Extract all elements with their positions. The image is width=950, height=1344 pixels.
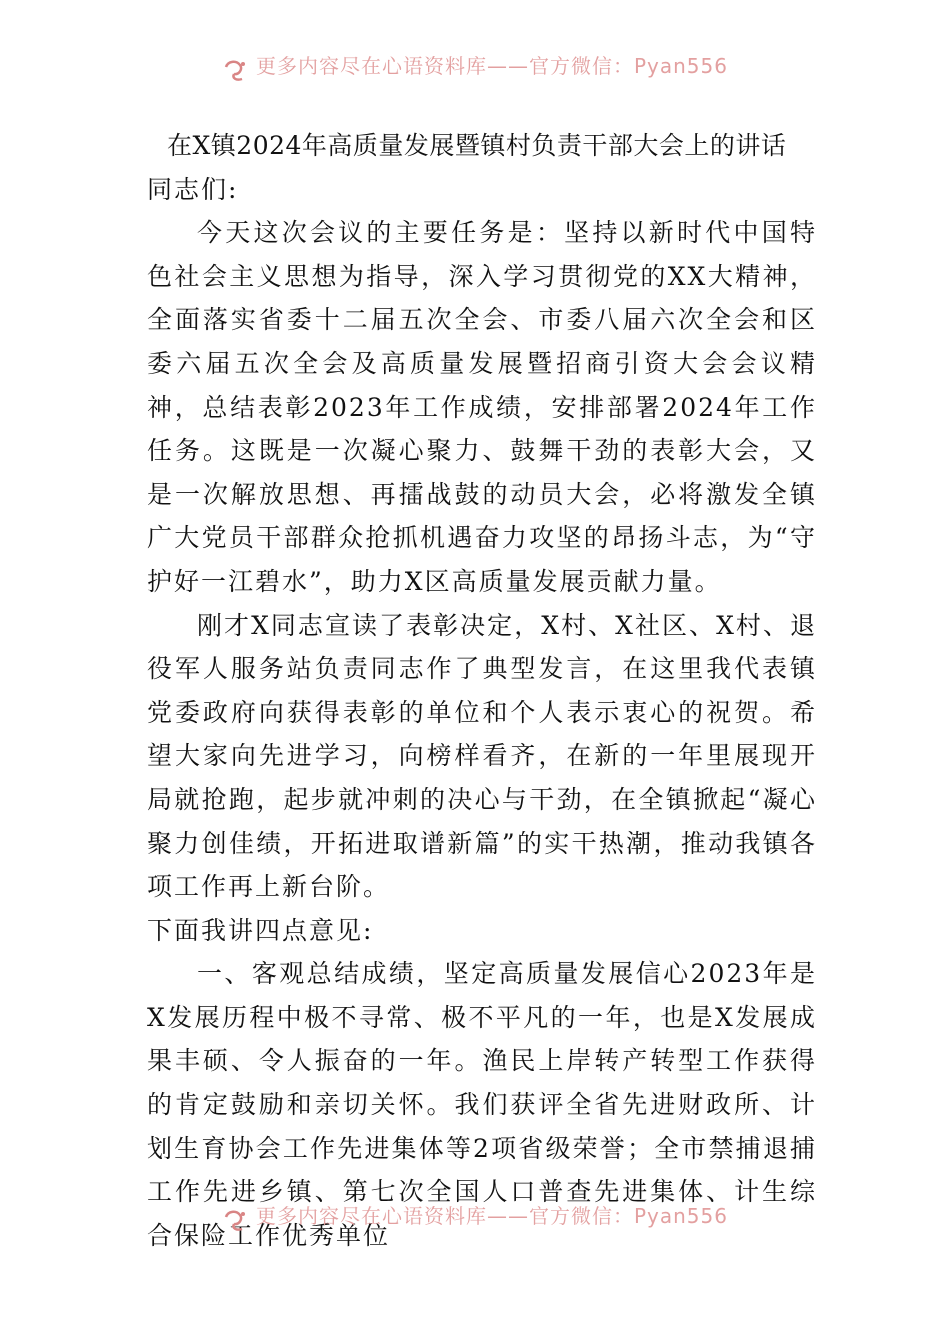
paragraph-section-one: 一、客观总结成绩，坚定高质量发展信心2023年是X发展历程中极不寻常、极不平凡的一年，也是X发展成果丰硕、令人振奋的一年。渔民上岸转产转型工作获得的肯定鼓励和亲切关怀。我们获评全省先进财政所、计划生育协会工作先进集体等2项省级荣誉；全市禁捕退捕工作先进乡镇、第七次全国人口普查先进集体、计生综合保险工作优秀单位 — [147, 959, 817, 1250]
paragraph-transition: 下面我讲四点意见: — [147, 915, 374, 945]
watermark-text-bottom: 更多内容尽在心语资料库——官方微信：Pyan556 — [255, 1204, 728, 1228]
document-title: 在X镇2024年高质量发展暨镇村负责干部大会上的讲话 — [167, 131, 787, 160]
paragraph-intro: 今天这次会议的主要任务是：坚持以新时代中国特色社会主义思想为指导，深入学习贯彻党的XX大精神，全面落实省委十二届五次全会、市委八届六次全会和区委六届五次全会及高质量发展暨招商引资大会会议精神，总结表彰2023年工作成绩，安排部署2024年工作任务。这既是一次凝心聚力、鼓舞干劲的表彰大会，又是一次解放思想、再擂战鼓的动员大会，必将激发全镇广大党员干部群众抢抓机遇奋力攻坚的昂扬斗志，为“守护好一江碧水”，助力X区高质量发展贡献力量。 — [147, 218, 817, 596]
watermark-bottom — [0, 1204, 950, 1236]
watermark-text-top: 更多内容尽在心语资料库——官方微信：Pyan556 — [255, 54, 728, 78]
paragraph-commendation: 刚才X同志宣读了表彰决定，X村、X社区、X村、退役军人服务站负责同志作了典型发言，在这里我代表镇党委政府向获得表彰的单位和个人表示衷心的祝贺。希望大家向先进学习，向榜样看齐，在新的一年里展现开局就抢跑，起步就冲刺的决心与干劲，在全镇掀起“凝心聚力创佳绩，开拓进取谱新篇”的实干热潮，推动我镇各项工作再上新台阶。 — [147, 610, 817, 902]
watermark-logo-icon — [222, 1207, 248, 1233]
salutation: 同志们: — [147, 174, 239, 204]
watermark-logo-icon — [222, 57, 248, 83]
document-body — [147, 124, 817, 1257]
watermark-top — [0, 54, 950, 86]
